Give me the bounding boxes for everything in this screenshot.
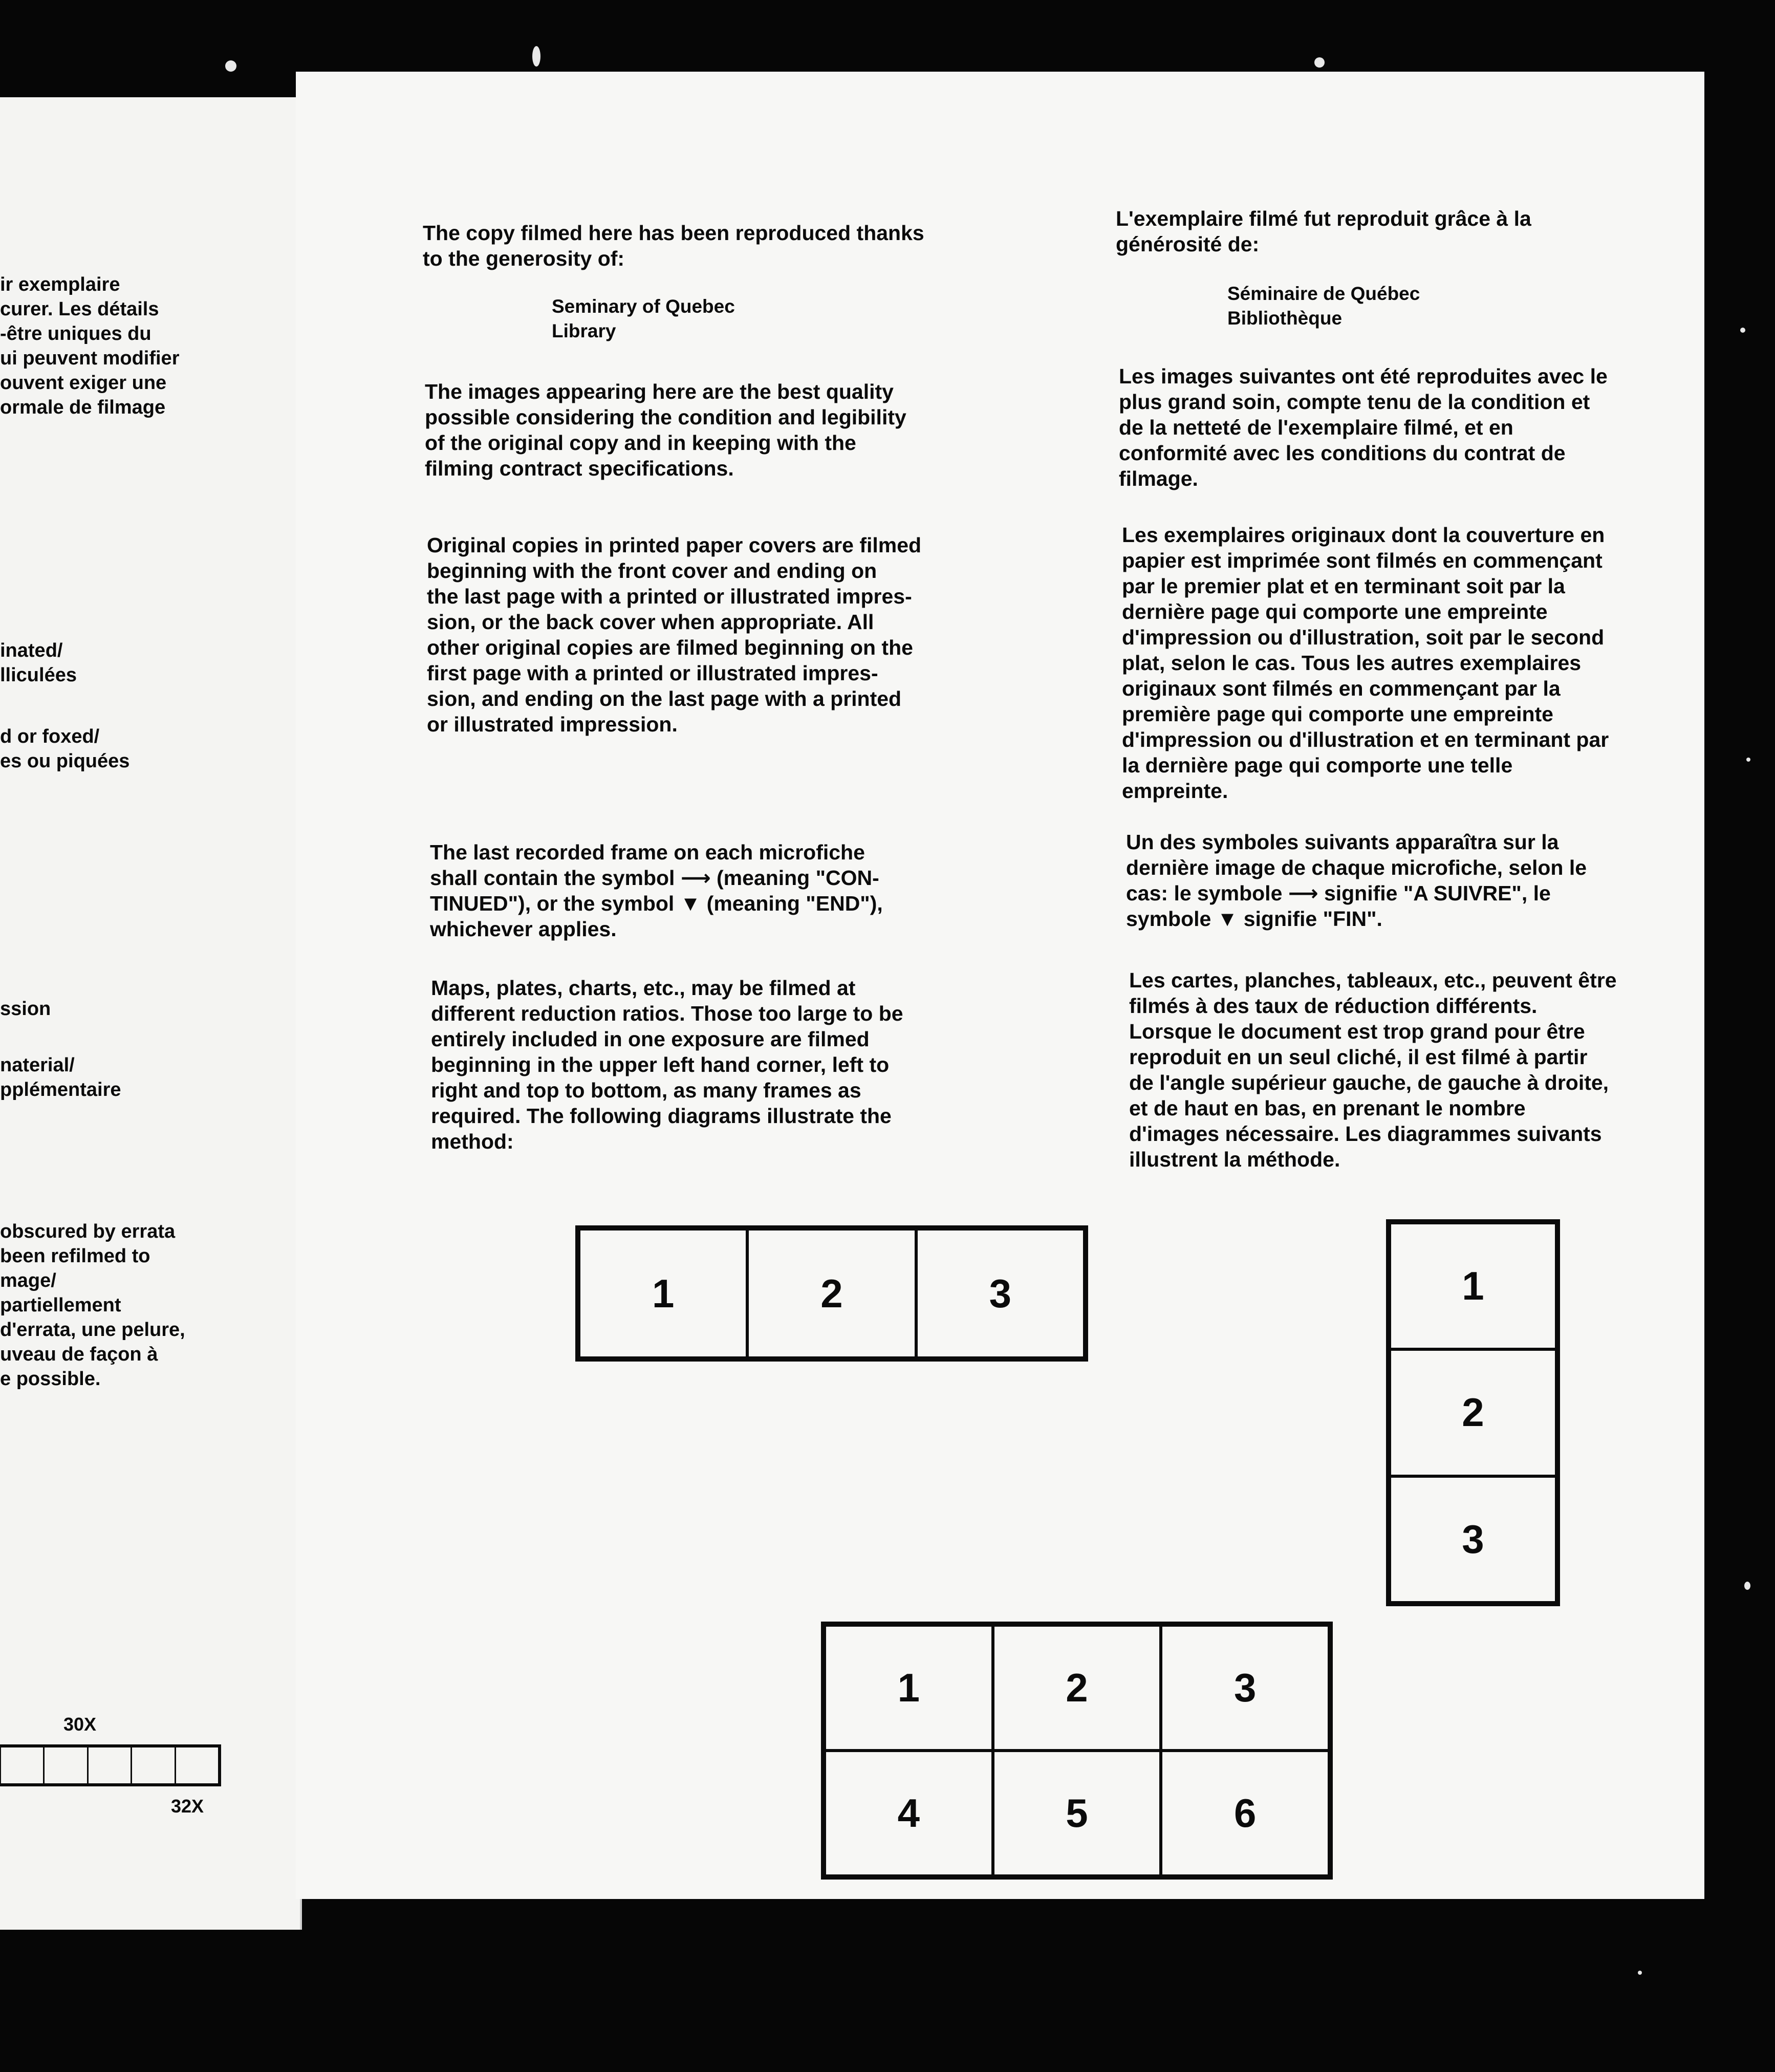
- scale-cell: [89, 1747, 132, 1783]
- text-line: d'impression ou d'illustration, soit par le second: [1122, 625, 1605, 649]
- text-line: dernière page qui comporte une empreinte: [1122, 600, 1548, 623]
- left-line: ormale de filmage: [0, 397, 166, 418]
- french-institution: [1227, 282, 1420, 331]
- left-line: pplémentaire: [0, 1079, 121, 1100]
- left-line: es ou piquées: [0, 750, 130, 772]
- left-line: naterial/: [0, 1054, 75, 1076]
- text-line: The copy filmed here has been reproduced thanks: [423, 221, 924, 245]
- text-line: la dernière page qui comporte une telle: [1122, 753, 1513, 777]
- text-line: Séminaire de Québec: [1227, 283, 1420, 304]
- text-line: Lorsque le document est trop grand pour être: [1129, 1020, 1585, 1043]
- frame-cell: 5: [993, 1751, 1161, 1876]
- left-page-fragment: [0, 97, 302, 1930]
- text-line: filmés à des taux de réduction différents.: [1129, 994, 1538, 1018]
- scale-cell: [132, 1747, 176, 1783]
- left-line: lliculées: [0, 664, 77, 686]
- text-line: beginning with the front cover and ending on: [427, 559, 877, 582]
- left-line: ssion: [0, 998, 51, 1020]
- scan-speck: [532, 46, 540, 67]
- text-line: of the original copy and in keeping with the: [425, 431, 856, 455]
- scale-label-32x: 32X: [171, 1796, 204, 1817]
- english-thanks: [423, 220, 924, 271]
- left-line: obscured by errata: [0, 1221, 176, 1242]
- french-covers-statement: [1122, 522, 1609, 804]
- text-line: originaux sont filmés en commençant par la: [1122, 677, 1561, 700]
- frame-cell: 1: [579, 1229, 747, 1358]
- text-line: beginning in the upper left hand corner, left to: [431, 1053, 890, 1076]
- notice-page: [296, 72, 1704, 1899]
- scale-label-30x: 30X: [63, 1714, 97, 1735]
- english-maps-statement: [431, 975, 903, 1154]
- left-line: partiellement: [0, 1294, 121, 1316]
- text-line: de la netteté de l'exemplaire filmé, et en: [1119, 416, 1513, 439]
- text-line: filmage.: [1119, 467, 1198, 490]
- text-line: or illustrated impression.: [427, 713, 678, 736]
- text-line: to the generosity of:: [423, 247, 625, 270]
- text-line: première page qui comporte une empreinte: [1122, 702, 1553, 726]
- resolution-scale-bar: [0, 1744, 221, 1786]
- text-line: d'images nécessaire. Les diagrammes suivants: [1129, 1122, 1602, 1146]
- scale-cell: [176, 1747, 218, 1783]
- left-line: e possible.: [0, 1368, 101, 1390]
- frame-cell: 2: [747, 1229, 916, 1358]
- text-line: Les images suivantes ont été reproduites avec le: [1119, 364, 1608, 388]
- text-line: required. The following diagrams illustrate the: [431, 1104, 892, 1128]
- frame-cell: 3: [1390, 1476, 1556, 1603]
- diagram-column-of-three: [1386, 1219, 1560, 1606]
- text-line: different reduction ratios. Those too large to be: [431, 1002, 903, 1025]
- scale-cell: [1, 1747, 45, 1783]
- english-symbols-statement: [430, 839, 883, 942]
- scan-speck: [1638, 1971, 1642, 1975]
- text-line: Library: [552, 320, 616, 341]
- frame-cell: 1: [1390, 1223, 1556, 1349]
- text-line: Original copies in printed paper covers are filmed: [427, 533, 922, 557]
- left-line: ir exemplaire: [0, 274, 120, 295]
- text-line: TINUED"), or the symbol ▼ (meaning "END"),: [430, 892, 883, 915]
- text-line: générosité de:: [1116, 232, 1260, 256]
- text-line: d'impression ou d'illustration et en terminant par: [1122, 728, 1609, 751]
- left-line: inated/: [0, 640, 63, 661]
- text-line: The images appearing here are the best quality: [425, 380, 894, 403]
- scan-speck: [1744, 1582, 1750, 1590]
- diagram-row-of-three: [575, 1225, 1088, 1362]
- text-line: Maps, plates, charts, etc., may be filmed at: [431, 976, 856, 1000]
- frame-cell: 3: [1161, 1625, 1329, 1751]
- left-line: d or foxed/: [0, 726, 100, 747]
- text-line: plat, selon le cas. Tous les autres exemplaires: [1122, 651, 1582, 675]
- text-line: Bibliothèque: [1227, 308, 1343, 329]
- text-line: plus grand soin, compte tenu de la condition et: [1119, 390, 1590, 414]
- text-line: Seminary of Quebec: [552, 296, 735, 317]
- left-line: curer. Les détails: [0, 298, 159, 320]
- frame-cell: 4: [825, 1751, 993, 1876]
- english-covers-statement: [427, 532, 921, 737]
- text-line: other original copies are filmed beginning on the: [427, 636, 913, 659]
- text-line: filming contract specifications.: [425, 457, 734, 480]
- french-quality-statement: [1119, 363, 1608, 491]
- text-line: the last page with a printed or illustrated impres-: [427, 585, 912, 608]
- text-line: conformité avec les conditions du contrat de: [1119, 441, 1566, 465]
- text-line: sion, or the back cover when appropriate. All: [427, 610, 874, 634]
- french-maps-statement: [1129, 967, 1617, 1172]
- text-line: cas: le symbole ⟶ signifie "A SUIVRE", le: [1126, 881, 1551, 905]
- scan-speck: [1740, 328, 1745, 333]
- text-line: par le premier plat et en terminant soit par la: [1122, 574, 1565, 598]
- text-line: first page with a printed or illustrated impres-: [427, 661, 878, 685]
- english-quality-statement: [425, 379, 906, 481]
- text-line: Les exemplaires originaux dont la couverture en: [1122, 523, 1605, 547]
- text-line: reproduit en un seul cliché, il est filmé à partir: [1129, 1045, 1588, 1069]
- left-line: mage/: [0, 1270, 56, 1291]
- text-line: Un des symboles suivants apparaîtra sur la: [1126, 830, 1559, 854]
- text-line: empreinte.: [1122, 779, 1228, 803]
- text-line: et de haut en bas, en prenant le nombre: [1129, 1096, 1526, 1120]
- scan-speck: [225, 60, 236, 72]
- frame-cell: 6: [1161, 1751, 1329, 1876]
- left-line: uveau de façon à: [0, 1344, 158, 1365]
- left-line: -être uniques du: [0, 323, 151, 344]
- frame-cell: 2: [1390, 1349, 1556, 1476]
- frame-cell: 3: [916, 1229, 1085, 1358]
- text-line: dernière image de chaque microfiche, selon le: [1126, 856, 1587, 879]
- text-line: papier est imprimée sont filmés en commençant: [1122, 549, 1603, 572]
- frame-cell: 2: [993, 1625, 1161, 1751]
- scan-speck: [1746, 758, 1750, 762]
- left-line: d'errata, une pelure,: [0, 1319, 185, 1341]
- left-line: been refilmed to: [0, 1245, 150, 1267]
- french-thanks: [1116, 206, 1531, 257]
- english-institution: [552, 294, 735, 343]
- text-line: de l'angle supérieur gauche, de gauche à droite,: [1129, 1071, 1609, 1094]
- text-line: sion, and ending on the last page with a printed: [427, 687, 902, 710]
- frame-cell: 1: [825, 1625, 993, 1751]
- text-line: entirely included in one exposure are filmed: [431, 1027, 870, 1051]
- text-line: method:: [431, 1130, 514, 1153]
- text-line: right and top to bottom, as many frames as: [431, 1078, 861, 1102]
- text-line: whichever applies.: [430, 917, 617, 941]
- text-line: possible considering the condition and legibility: [425, 405, 906, 429]
- scale-cell: [45, 1747, 88, 1783]
- scan-speck: [1314, 57, 1325, 68]
- diagram-grid-of-six: [821, 1622, 1333, 1880]
- left-line: ui peuvent modifier: [0, 348, 180, 369]
- text-line: The last recorded frame on each microfiche: [430, 840, 865, 864]
- french-symbols-statement: [1126, 829, 1587, 932]
- text-line: L'exemplaire filmé fut reproduit grâce à la: [1116, 207, 1531, 230]
- text-line: symbole ▼ signifie "FIN".: [1126, 907, 1382, 931]
- text-line: Les cartes, planches, tableaux, etc., peuvent être: [1129, 968, 1617, 992]
- text-line: shall contain the symbol ⟶ (meaning "CON-: [430, 866, 879, 890]
- text-line: illustrent la méthode.: [1129, 1148, 1340, 1171]
- left-line: ouvent exiger une: [0, 372, 167, 394]
